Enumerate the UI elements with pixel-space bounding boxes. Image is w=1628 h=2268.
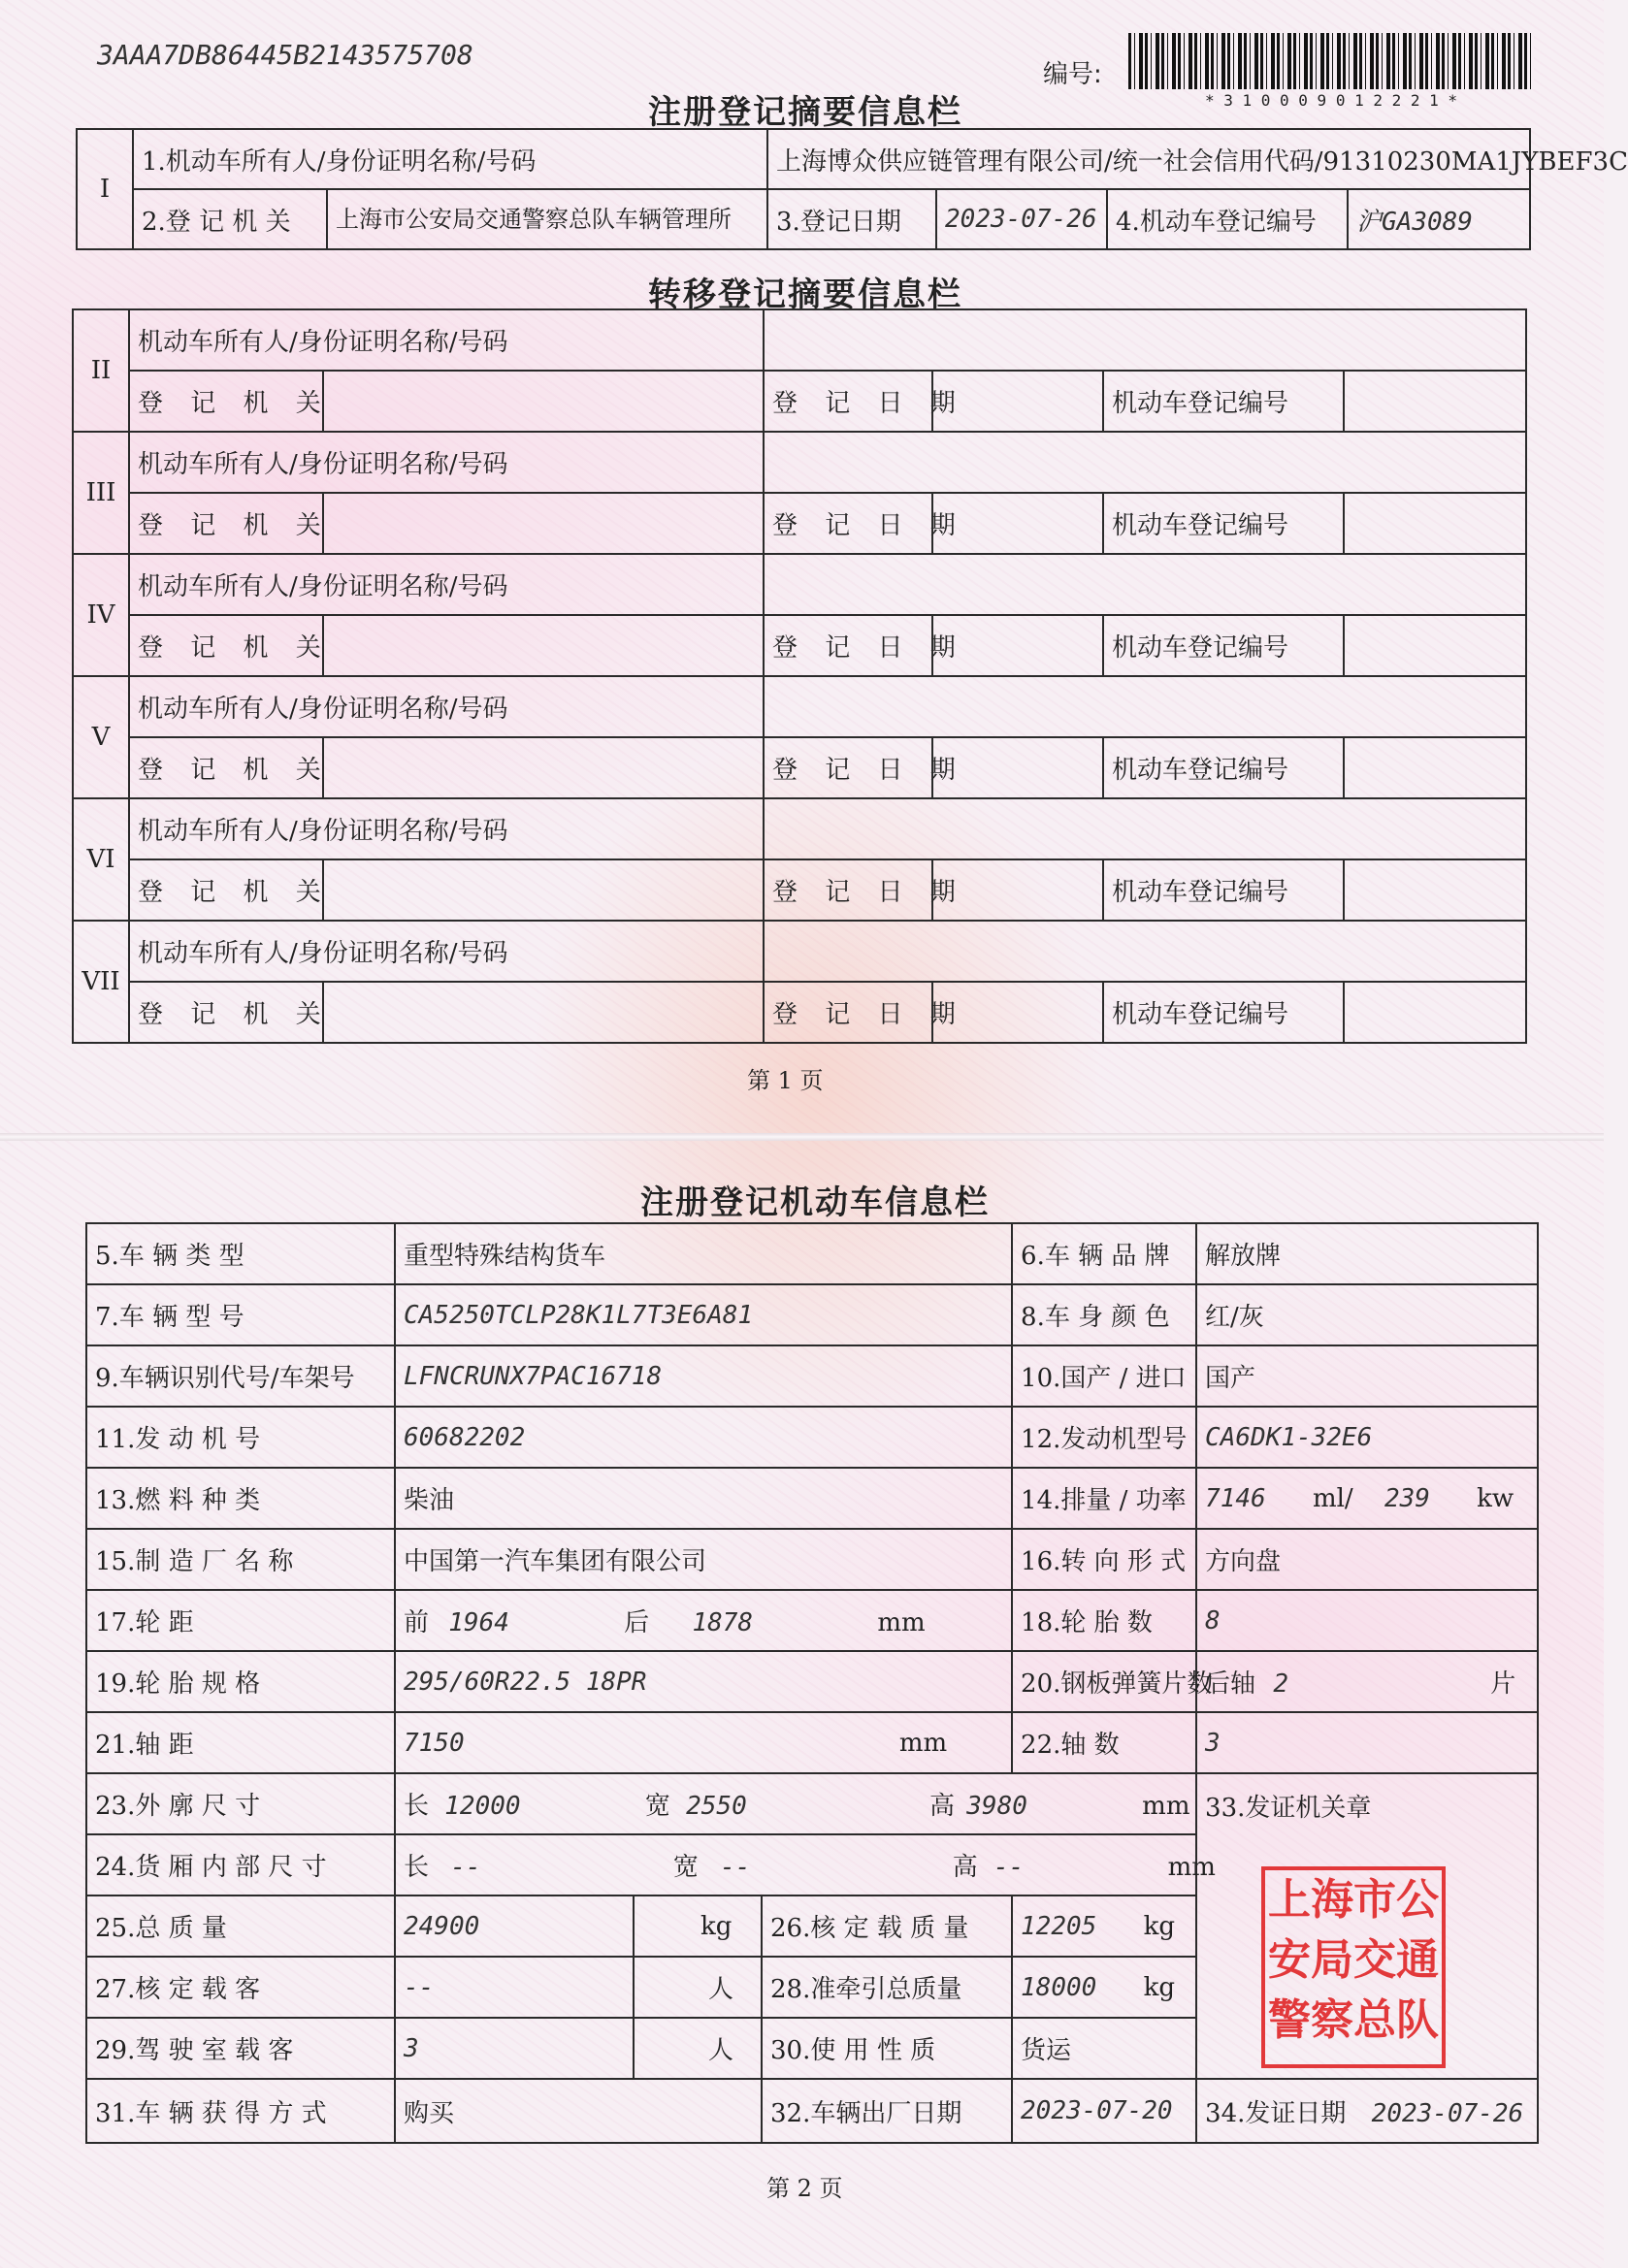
- transfer-date-label: 登 记 日 期: [764, 737, 932, 798]
- outer-dim-unit: mm: [1142, 1792, 1190, 1821]
- transfer-authority-value: [323, 615, 764, 676]
- outer-length-value: 12000: [444, 1792, 521, 1821]
- owner-value: 上海博众供应链管理有限公司/统一社会信用代码/91310230MA1JYBEF3C: [767, 129, 1530, 189]
- transfer-owner-value: [764, 554, 1526, 615]
- transfer-row-registration: [73, 615, 1526, 676]
- field-25-unit-cell: [634, 1895, 762, 1957]
- field-6-value: 解放牌: [1196, 1223, 1538, 1284]
- transfer-row-owner: [73, 309, 1526, 371]
- transfer-authority-label: 登 记 机 关: [129, 737, 323, 798]
- roman-numeral: VII: [73, 921, 129, 1043]
- field-20-value: [1196, 1651, 1538, 1712]
- roman-numeral: VI: [73, 798, 129, 921]
- field-25-unit: kg: [700, 1911, 733, 1941]
- field-32-label: 32.车辆出厂日期: [762, 2079, 1012, 2143]
- transfer-summary-table: [72, 308, 1527, 1044]
- field-7-value: CA5250TCLP28K1L7T3E6A81: [395, 1284, 1012, 1345]
- towing-mass-value: 18000: [1021, 1972, 1097, 2002]
- transfer-owner-label: 机动车所有人/身份证明名称/号码: [129, 798, 764, 859]
- field-17-label: 17.轮 距: [86, 1590, 395, 1651]
- towing-mass-unit: kg: [1143, 1972, 1175, 2002]
- spring-axle-label: 后轴: [1205, 1669, 1256, 1699]
- registration-date-label: 3.登记日期: [767, 189, 936, 249]
- transfer-row-registration: [73, 371, 1526, 432]
- field-12-value: CA6DK1-32E6: [1196, 1407, 1538, 1468]
- transfer-authority-label: 登 记 机 关: [129, 982, 323, 1043]
- displacement-value: 7146: [1205, 1483, 1266, 1513]
- field-31-value: 购买: [395, 2079, 762, 2143]
- transfer-row-registration: [73, 982, 1526, 1043]
- spring-unit: 片: [1490, 1669, 1516, 1699]
- seal-line-1: 上海市公: [1268, 1875, 1439, 1925]
- field-23-label: 23.外 廓 尺 寸: [86, 1773, 395, 1834]
- field-34-value: 2023-07-26: [1371, 2098, 1524, 2128]
- wheelbase-unit: mm: [898, 1728, 948, 1758]
- field-24-label: 24.货 厢 内 部 尺 寸: [86, 1834, 395, 1895]
- page-number-1: 第 1 页: [747, 1067, 824, 1094]
- field-15-label: 15.制 造 厂 名 称: [86, 1529, 395, 1590]
- field-26-label: 26.核 定 载 质 量: [762, 1895, 1012, 1957]
- outer-length-label: 长: [404, 1792, 430, 1821]
- transfer-authority-value: [323, 859, 764, 921]
- transfer-owner-label: 机动车所有人/身份证明名称/号码: [129, 921, 764, 982]
- transfer-reg-no-value: [1344, 615, 1526, 676]
- field-14-label: 14.排量 / 功率: [1012, 1468, 1196, 1529]
- cargo-length-value: --: [450, 1853, 481, 1882]
- field-25-label: 25.总 质 量: [86, 1895, 395, 1957]
- displacement-unit: ml/: [1312, 1483, 1353, 1513]
- owner-label: 1.机动车所有人/身份证明名称/号码: [133, 129, 767, 189]
- roman-numeral: I: [77, 129, 133, 249]
- field-28-value: [1012, 1957, 1196, 2018]
- field-22-label: 22.轴 数: [1012, 1712, 1196, 1773]
- seal-line-2: 安局交通: [1268, 1935, 1439, 1985]
- vehicle-info-title: 注册登记机动车信息栏: [640, 1183, 990, 1222]
- transfer-owner-label: 机动车所有人/身份证明名称/号码: [129, 309, 764, 371]
- field-13-label: 13.燃 料 种 类: [86, 1468, 395, 1529]
- transfer-reg-no-value: [1344, 982, 1526, 1043]
- field-31-label: 31.车 辆 获 得 方 式: [86, 2079, 395, 2143]
- transfer-owner-label: 机动车所有人/身份证明名称/号码: [129, 676, 764, 737]
- field-10-value: 国产: [1196, 1345, 1538, 1407]
- authority-value: 上海市公安局交通警察总队车辆管理所: [327, 189, 767, 249]
- transfer-date-label: 登 记 日 期: [764, 982, 932, 1043]
- front-track-value: 1964: [448, 1608, 509, 1637]
- field-7-label: 7.车 辆 型 号: [86, 1284, 395, 1345]
- field-11-label: 11.发 动 机 号: [86, 1407, 395, 1468]
- outer-height-value: 3980: [966, 1792, 1027, 1821]
- transfer-reg-no-label: 机动车登记编号: [1103, 615, 1344, 676]
- transfer-authority-label: 登 记 机 关: [129, 493, 323, 554]
- rear-track-value: 1878: [692, 1608, 754, 1637]
- transfer-reg-no-label: 机动车登记编号: [1103, 493, 1344, 554]
- page-number-2: 第 2 页: [766, 2175, 843, 2202]
- rated-load-unit: kg: [1143, 1911, 1175, 1941]
- outer-height-label: 高: [929, 1792, 956, 1821]
- wheelbase-value: 7150: [404, 1728, 465, 1758]
- transfer-row-owner: [73, 921, 1526, 982]
- field-27-label: 27.核 定 载 客: [86, 1957, 395, 2018]
- field-10-label: 10.国产 / 进口: [1012, 1345, 1196, 1407]
- field-29-label: 29.驾 驶 室 载 客: [86, 2018, 395, 2079]
- field-8-label: 8.车 身 颜 色: [1012, 1284, 1196, 1345]
- transfer-owner-value: [764, 676, 1526, 737]
- transfer-row-registration: [73, 493, 1526, 554]
- field-13-value: 柴油: [395, 1468, 1012, 1529]
- transfer-reg-no-value: [1344, 371, 1526, 432]
- field-16-value: 方向盘: [1196, 1529, 1538, 1590]
- cargo-width-label: 宽: [672, 1853, 699, 1882]
- field-27-unit-cell: [634, 1957, 762, 2018]
- transfer-owner-value: [764, 432, 1526, 493]
- field-34-label: 34.发证日期: [1205, 2098, 1347, 2128]
- cargo-height-label: 高: [952, 1853, 978, 1882]
- field-21-value: [395, 1712, 1012, 1773]
- field-26-value: [1012, 1895, 1196, 1957]
- field-9-label: 9.车辆识别代号/车架号: [86, 1345, 395, 1407]
- field-11-value: 60682202: [395, 1407, 1012, 1468]
- field-20-label: 20.钢板弹簧片数: [1012, 1651, 1196, 1712]
- transfer-row-owner: [73, 798, 1526, 859]
- transfer-owner-label: 机动车所有人/身份证明名称/号码: [129, 554, 764, 615]
- field-29-unit-cell: [634, 2018, 762, 2079]
- field-6-label: 6.车 辆 品 牌: [1012, 1223, 1196, 1284]
- field-15-value: 中国第一汽车集团有限公司: [395, 1529, 1012, 1590]
- field-30-label: 30.使 用 性 质: [762, 2018, 1012, 2079]
- cargo-length-label: 长: [404, 1853, 430, 1882]
- transfer-authority-label: 登 记 机 关: [129, 859, 323, 921]
- transfer-reg-no-label: 机动车登记编号: [1103, 737, 1344, 798]
- rated-load-value: 12205: [1021, 1911, 1097, 1941]
- transfer-row-owner: [73, 554, 1526, 615]
- field-5-value: 重型特殊结构货车: [395, 1223, 1012, 1284]
- cargo-height-value: --: [993, 1853, 1025, 1882]
- field-32-value: 2023-07-20: [1012, 2079, 1196, 2143]
- transfer-date-label: 登 记 日 期: [764, 615, 932, 676]
- transfer-date-label: 登 记 日 期: [764, 859, 932, 921]
- transfer-reg-no-label: 机动车登记编号: [1103, 371, 1344, 432]
- field-18-label: 18.轮 胎 数: [1012, 1590, 1196, 1651]
- field-33-label: 33.发证机关章: [1205, 1794, 1372, 1823]
- field-34-cell: [1196, 2079, 1538, 2143]
- number-label: 编号:: [1043, 60, 1102, 89]
- transfer-reg-no-label: 机动车登记编号: [1103, 859, 1344, 921]
- barcode: [1128, 33, 1534, 89]
- transfer-reg-no-value: [1344, 859, 1526, 921]
- cargo-dim-unit: mm: [1167, 1853, 1216, 1882]
- page-fold: [0, 1133, 1604, 1141]
- field-19-label: 19.轮 胎 规 格: [86, 1651, 395, 1712]
- transfer-authority-value: [323, 982, 764, 1043]
- registration-summary-title: 注册登记摘要信息栏: [648, 93, 962, 132]
- transfer-row-registration: [73, 859, 1526, 921]
- field-23-value: [395, 1773, 1196, 1834]
- seal-line-3: 警察总队: [1268, 1995, 1439, 2045]
- registration-summary-table: [76, 128, 1628, 250]
- roman-numeral: III: [73, 432, 129, 554]
- document-code: 3AAA7DB86445B2143575708: [97, 39, 473, 71]
- registration-date-value: 2023-07-26: [936, 189, 1107, 249]
- transfer-authority-label: 登 记 机 关: [129, 371, 323, 432]
- transfer-authority-value: [323, 493, 764, 554]
- power-unit: kw: [1477, 1483, 1514, 1513]
- roman-numeral: II: [73, 309, 129, 432]
- spring-count: 2: [1273, 1669, 1288, 1699]
- field-29-value: 3: [395, 2018, 634, 2079]
- transfer-authority-value: [323, 737, 764, 798]
- field-9-value: LFNCRUNX7PAC16718: [395, 1345, 1012, 1407]
- transfer-row-owner: [73, 676, 1526, 737]
- field-5-label: 5.车 辆 类 型: [86, 1223, 395, 1284]
- transfer-summary-title: 转移登记摘要信息栏: [648, 275, 962, 314]
- field-12-label: 12.发动机型号: [1012, 1407, 1196, 1468]
- field-18-value: 8: [1196, 1590, 1538, 1651]
- field-29-unit: 人: [708, 2036, 734, 2065]
- transfer-authority-value: [323, 371, 764, 432]
- transfer-owner-value: [764, 798, 1526, 859]
- transfer-reg-no-value: [1344, 737, 1526, 798]
- issuing-authority-seal: [1261, 1866, 1446, 2068]
- track-unit: mm: [877, 1608, 926, 1637]
- transfer-reg-no-label: 机动车登记编号: [1103, 982, 1344, 1043]
- field-27-unit: 人: [708, 1975, 734, 2004]
- registration-number-value: 沪GA3089: [1348, 189, 1530, 249]
- outer-width-label: 宽: [644, 1792, 670, 1821]
- field-27-value: --: [395, 1957, 634, 2018]
- transfer-date-label: 登 记 日 期: [764, 371, 932, 432]
- field-21-label: 21.轴 距: [86, 1712, 395, 1773]
- field-19-value: 295/60R22.5 18PR: [395, 1651, 1012, 1712]
- roman-numeral: IV: [73, 554, 129, 676]
- field-22-value: 3: [1196, 1712, 1538, 1773]
- barcode-text: * 3 1 0 0 0 9 0 1 2 2 2 1 *: [1204, 91, 1458, 110]
- roman-numeral: V: [73, 676, 129, 798]
- transfer-authority-label: 登 记 机 关: [129, 615, 323, 676]
- authority-label: 2.登 记 机 关: [133, 189, 327, 249]
- transfer-owner-label: 机动车所有人/身份证明名称/号码: [129, 432, 764, 493]
- rear-track-label: 后: [624, 1608, 650, 1637]
- power-value: 239: [1384, 1483, 1430, 1513]
- field-14-value: [1196, 1468, 1538, 1529]
- transfer-date-label: 登 记 日 期: [764, 493, 932, 554]
- transfer-owner-value: [764, 309, 1526, 371]
- registration-number-label: 4.机动车登记编号: [1107, 189, 1348, 249]
- transfer-row-owner: [73, 432, 1526, 493]
- field-17-value: [395, 1590, 1012, 1651]
- field-30-value: 货运: [1012, 2018, 1196, 2079]
- front-track-label: 前: [404, 1608, 430, 1637]
- field-16-label: 16.转 向 形 式: [1012, 1529, 1196, 1590]
- cargo-width-value: --: [720, 1853, 751, 1882]
- transfer-reg-no-value: [1344, 493, 1526, 554]
- outer-width-value: 2550: [686, 1792, 747, 1821]
- field-8-value: 红/灰: [1196, 1284, 1538, 1345]
- transfer-row-registration: [73, 737, 1526, 798]
- field-25-value: 24900: [395, 1895, 634, 1957]
- transfer-owner-value: [764, 921, 1526, 982]
- field-28-label: 28.准牵引总质量: [762, 1957, 1012, 2018]
- field-24-value: [395, 1834, 1216, 1895]
